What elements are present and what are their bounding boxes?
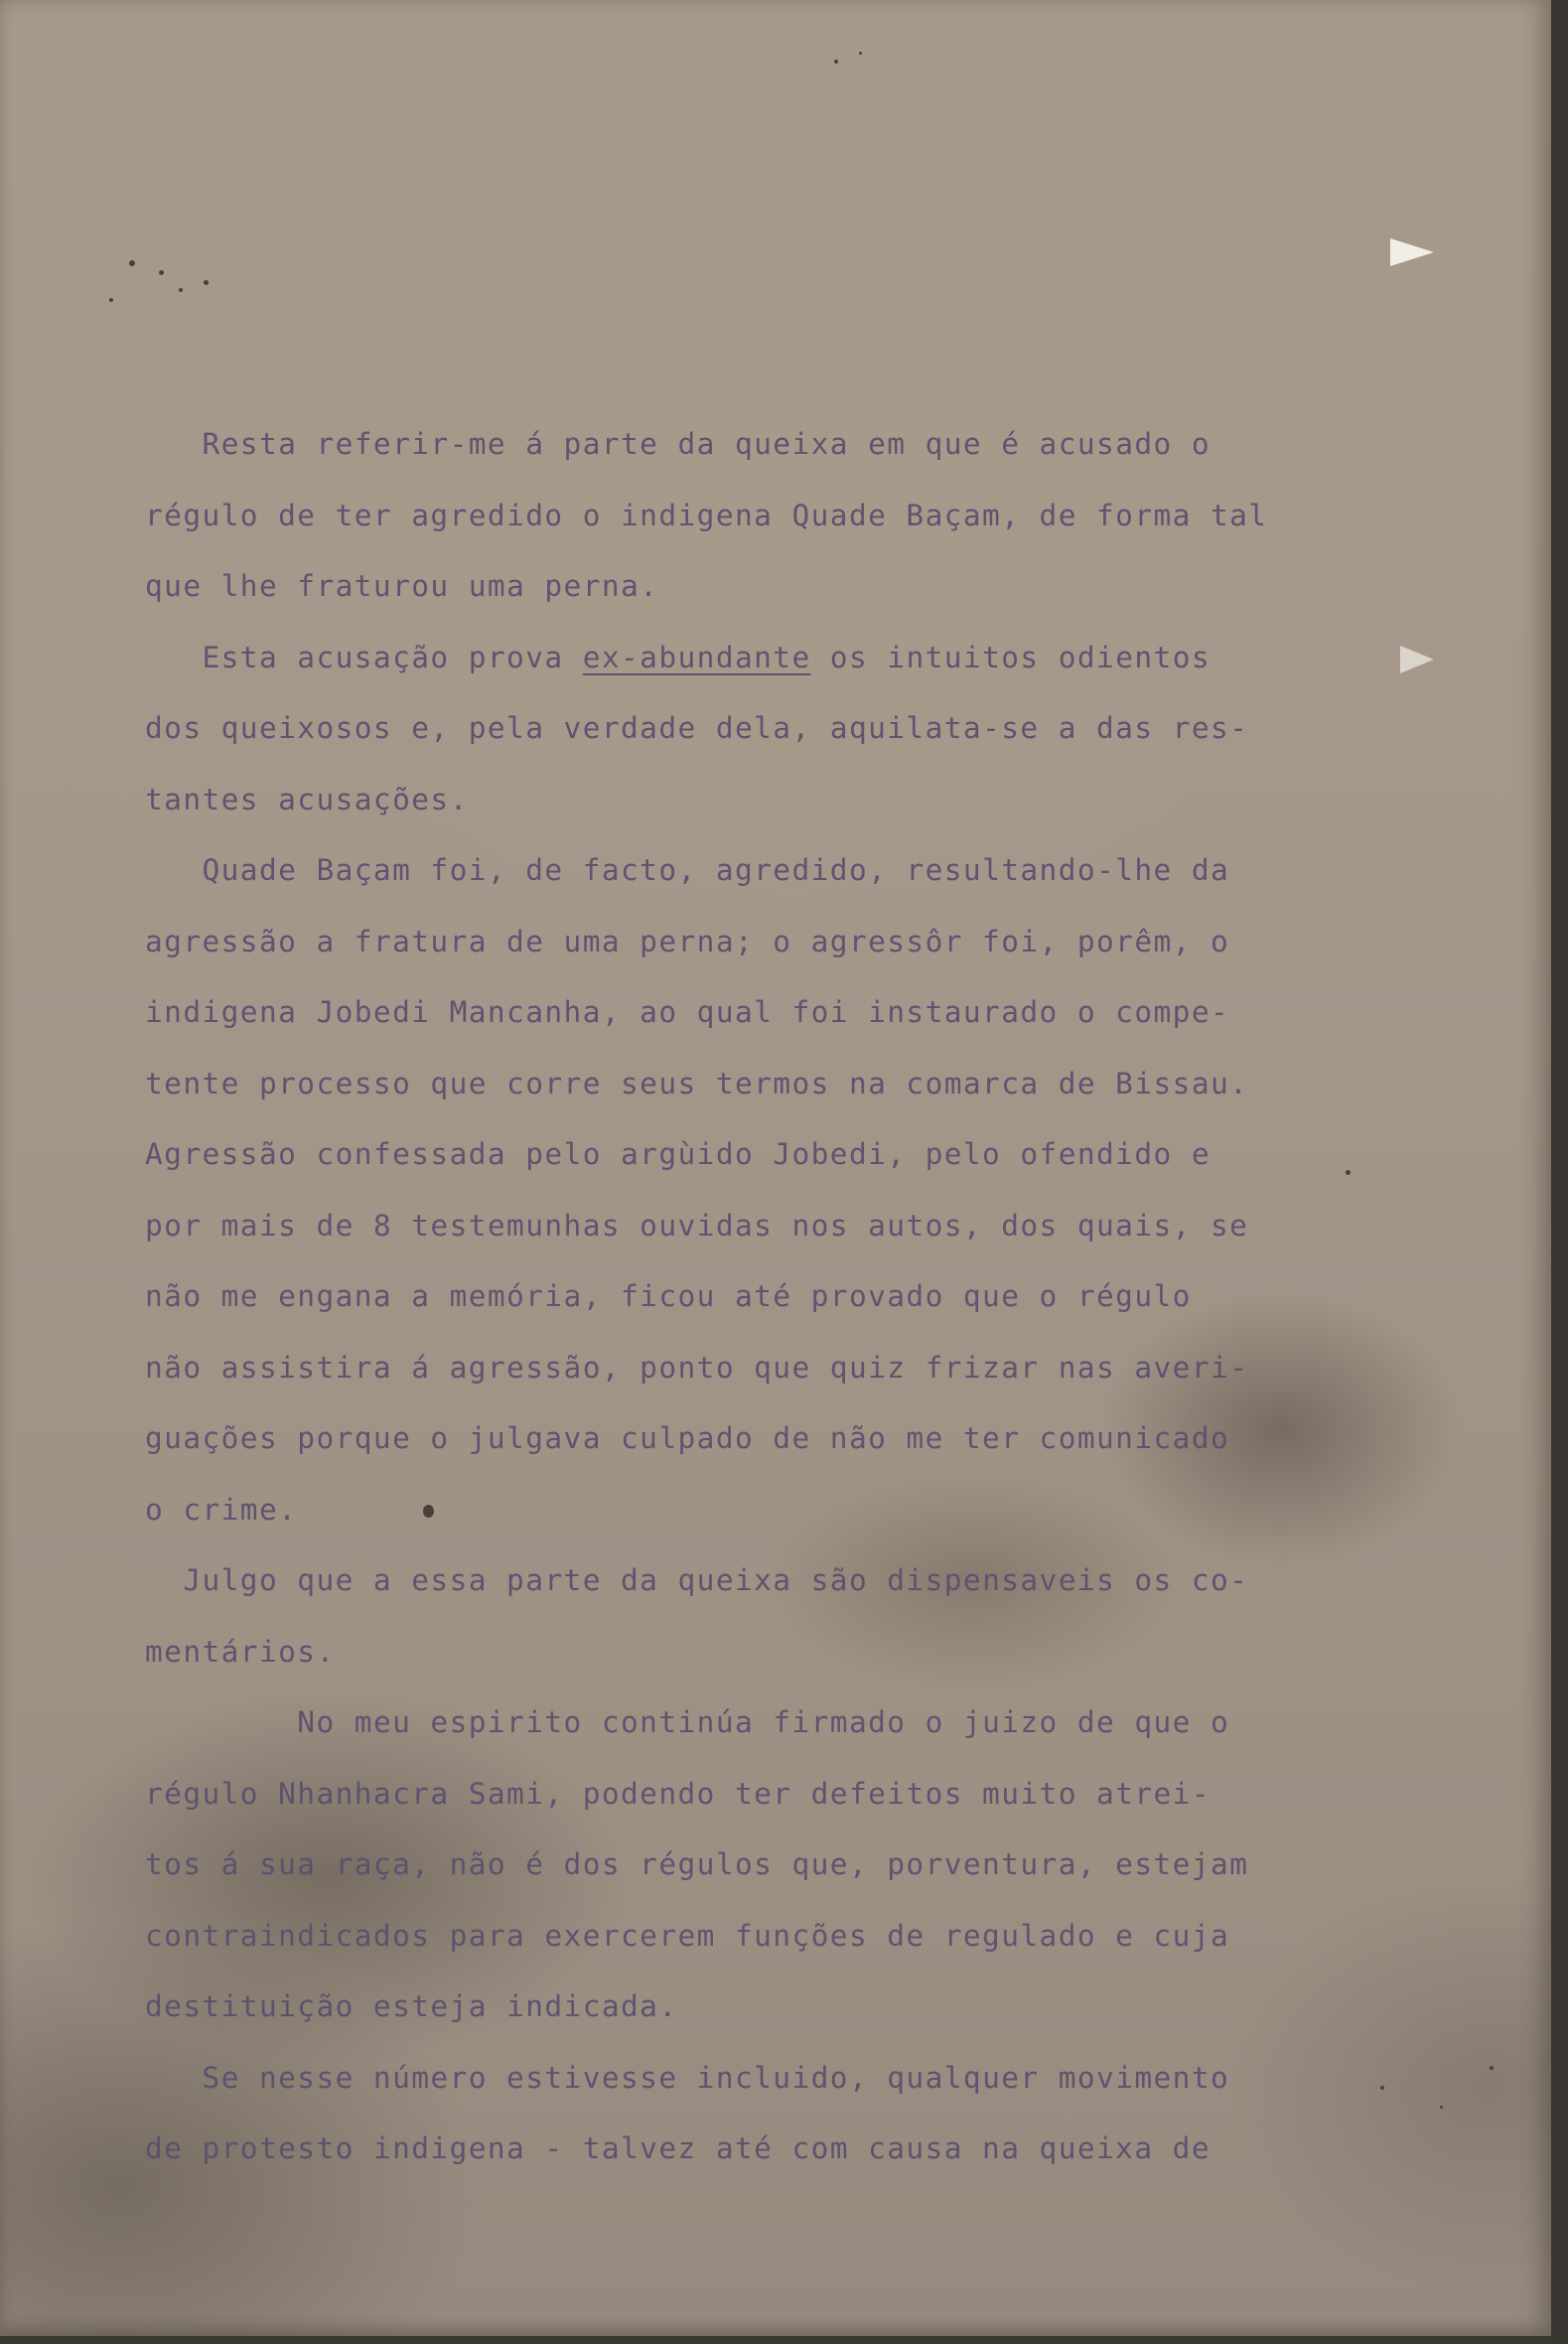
ink-speck [1346,1170,1351,1175]
line-text: Julgo que a essa parte da queixa são dispensaveis os co- [183,1563,1249,1597]
ink-speck [859,52,862,55]
line-text: Agressão confessada pelo argùido Jobedi, pelo ofendido e [145,1137,1211,1171]
text-line-4 [145,623,1337,694]
text-line-21 [145,1830,1337,1901]
text-line-18 [145,1617,1337,1688]
text-line-7 [145,835,1337,907]
underlined-word: ex-abundante [582,640,811,674]
line-text: os intuitos odientos [810,640,1212,674]
ink-speck [1440,2106,1443,2109]
line-text: tantes acusações. [145,782,469,816]
line-text: Resta referir-me á parte da queixa em que é acusado o [202,427,1211,461]
line-text: tos á sua raça, não é dos régulos que, porventura, estejam [145,1847,1249,1881]
ink-speck [1380,2086,1384,2090]
text-line-15 [145,1403,1337,1475]
text-line-25 [145,2114,1337,2185]
ink-speck [179,288,183,292]
ink-speck [109,298,113,302]
text-line-11 [145,1119,1337,1191]
text-line-3 [145,551,1337,623]
line-text: indigena Jobedi Mancanha, ao qual foi instaurado o compe- [145,995,1230,1029]
text-line-14 [145,1333,1337,1404]
text-line-19 [145,1687,1337,1759]
text-line-20 [145,1759,1337,1831]
text-line-9 [145,977,1337,1049]
text-line-5 [145,693,1337,765]
line-text: mentários. [145,1634,336,1669]
line-text: o crime. [145,1492,298,1527]
text-line-13 [145,1261,1337,1333]
ink-speck [129,260,135,266]
line-text: régulo Nhanhacra Sami, podendo ter defeitos muito atrei- [145,1776,1211,1811]
line-text: não assistira á agressão, ponto que quiz frizar nas averi- [145,1350,1249,1385]
line-text: Quade Baçam foi, de facto, agredido, resultando-lhe da [202,853,1230,887]
ink-speck [1490,2066,1494,2070]
line-text: que lhe fraturou uma perna. [145,569,659,603]
text-line-1 [145,409,1337,481]
line-text: não me engana a memória, ficou até provado que o régulo [145,1279,1192,1313]
ink-speck [159,270,164,275]
line-text: Se nesse número estivesse incluido, qualquer movimento [202,2060,1230,2095]
punch-hole-top [1390,238,1434,266]
line-text: No meu espirito continúa firmado o juizo de que o [297,1705,1230,1739]
text-line-8 [145,907,1337,978]
text-line-22 [145,1901,1337,1973]
line-text: Esta acusação prova [202,640,583,674]
line-text: régulo de ter agredido o indigena Quade Baçam, de forma tal [145,498,1268,532]
line-text: de protesto indigena - talvez até com causa na queixa de [145,2131,1211,2165]
text-line-10 [145,1049,1337,1120]
line-text: dos queixosos e, pela verdade dela, aquilata-se a das res- [145,711,1249,745]
text-line-24 [145,2043,1337,2115]
text-line-2 [145,481,1337,552]
text-line-16 [145,1475,1337,1546]
punch-hole-middle [1400,646,1434,673]
text-line-23 [145,1972,1337,2043]
line-text: guações porque o julgava culpado de não me ter comunicado [145,1421,1230,1455]
typewritten-text [145,409,1337,2185]
text-line-17 [145,1545,1337,1617]
line-text: tente processo que corre seus termos na comarca de Bissau. [145,1066,1249,1100]
line-text: destituição esteja indicada. [145,1989,678,2023]
text-line-6 [145,765,1337,836]
text-line-12 [145,1191,1337,1262]
ink-speck [834,60,838,64]
ink-speck [204,280,209,285]
line-text: contraindicados para exercerem funções de regulado e cuja [145,1918,1230,1953]
line-text: agressão a fratura de uma perna; o agressôr foi, porêm, o [145,924,1230,958]
line-text: por mais de 8 testemunhas ouvidas nos autos, dos quais, se [145,1208,1249,1243]
